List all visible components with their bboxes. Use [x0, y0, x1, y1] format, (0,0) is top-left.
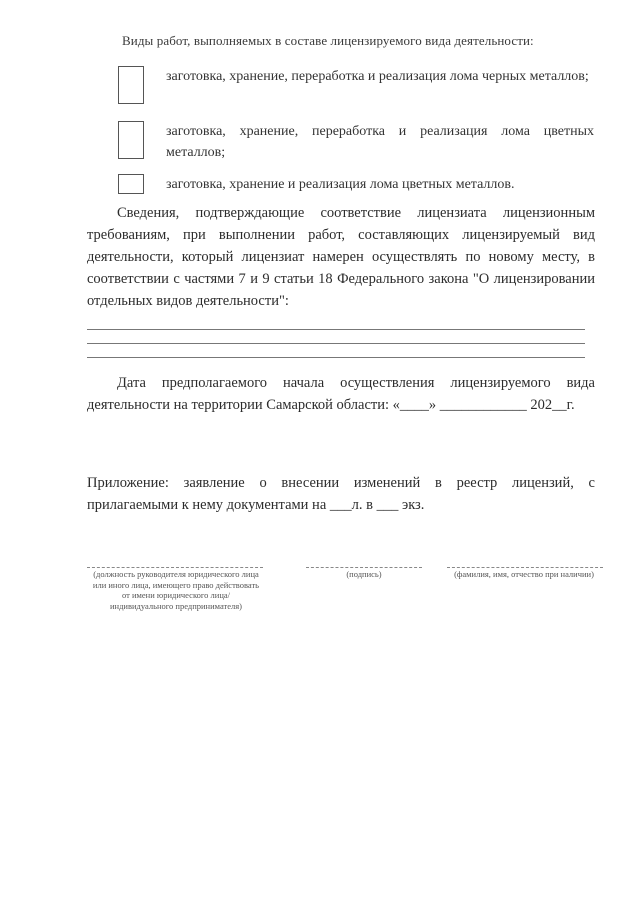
fill-in-line[interactable]	[87, 343, 585, 344]
caption-line: (должность руководителя юридического лица	[93, 569, 259, 579]
option-label: заготовка, хранение и реализация лома цветных металлов.	[166, 177, 515, 192]
caption-line: от имени юридического лица/	[121, 590, 231, 600]
checkbox-ferrous-metals[interactable]	[118, 66, 144, 104]
work-types-heading: Виды работ, выполняемых в составе лицензируемого вида деятельности:	[122, 33, 534, 48]
attachment-paragraph: Приложение: заявление о внесении изменений в реестр лицензий, с прилагаемыми к нему документами на ___л. в ___ экз.	[87, 475, 595, 513]
caption-line: индивидуального предпринимателя)	[110, 600, 242, 611]
position-signature-line[interactable]	[87, 567, 263, 568]
fill-in-line[interactable]	[87, 357, 585, 358]
option-label: заготовка, хранение, переработка и реализация лома цветных металлов;	[166, 124, 594, 160]
full-name-line[interactable]	[447, 567, 603, 568]
start-date-paragraph: Дата предполагаемого начала осуществления лицензируемого вида деятельности на территории Самарской области: «____» ____________ 202__г.	[87, 375, 595, 413]
full-name-caption: (фамилия, имя, отчество при наличии)	[454, 569, 594, 579]
checkbox-nonferrous-metals[interactable]	[118, 121, 144, 159]
signature-caption: (подпись)	[346, 569, 382, 579]
option-label: заготовка, хранение, переработка и реализация лома черных металлов;	[166, 69, 589, 84]
caption-line: или иного лица, имеющего право действовать	[92, 579, 260, 590]
signature-line[interactable]	[306, 567, 422, 568]
checkbox-nonferrous-no-processing[interactable]	[118, 174, 144, 194]
fill-in-line[interactable]	[87, 329, 585, 330]
position-caption	[84, 569, 268, 611]
compliance-info-paragraph: Сведения, подтверждающие соответствие лицензиата лицензионным требованиям, при выполнении работ, составляющих лицензируемый вид деятельности, который лицензиат намерен осуществлять по новому месту, в соответствии с частями 7 и 9 статьи 18 Федерального закона "О лицензировании отдельных видов деятельности":	[87, 205, 595, 309]
